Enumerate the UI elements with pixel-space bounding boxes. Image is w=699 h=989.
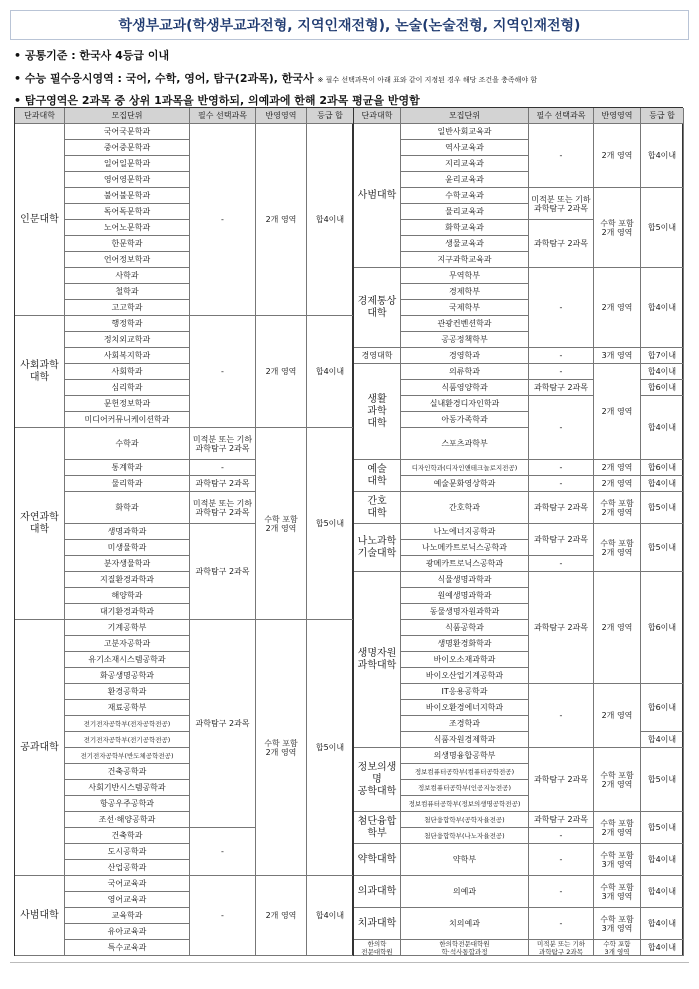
header-subject: 필수 선택과목 [529, 108, 594, 124]
humanities-unit: 독어독문학과 [65, 204, 190, 220]
grade-food: 합6이내 [641, 380, 684, 396]
grade-education: 합4이내 [307, 876, 354, 956]
college-medicine: 의과대학 [354, 876, 401, 908]
arts-unit: 예술문화영상학과 [401, 476, 529, 492]
college-dentistry: 치과대학 [354, 908, 401, 940]
college-advanced: 첨단융합 학부 [354, 812, 401, 844]
subject-humanities: - [190, 124, 256, 316]
subject-natural-rest: 과학탐구 2과목 [190, 524, 256, 620]
economics-unit: 관광컨벤션학과 [401, 316, 529, 332]
area-business: 3개 영역 [594, 348, 641, 364]
education-r-unit: 화학교육과 [401, 220, 529, 236]
engineering-unit: 전기전자공학부(전기공학전공) [65, 732, 190, 748]
college-economics: 경제통상 대학 [354, 268, 401, 348]
bio-unit: 식물생명과학과 [401, 572, 529, 588]
area-education: 2개 영역 [256, 876, 307, 956]
subject-film: - [529, 476, 594, 492]
college-pharmacy: 약학대학 [354, 844, 401, 876]
nano-unit: 광메카트로닉스공학과 [401, 556, 529, 572]
note-inquiry: • 탐구영역은 2과목 중 상위 1과목을 반영하되, 의예과에 한해 2과목 평균을 반영함 [14, 94, 420, 107]
education-r-unit: 역사교육과 [401, 140, 529, 156]
area-bio-sci: 2개 영역 [594, 572, 641, 684]
nano-unit: 나노메카트로닉스공학과 [401, 540, 529, 556]
grade-business: 합7이내 [641, 348, 684, 364]
korean-medicine-unit: 한의학전문대학원 학·석사통합과정 [401, 940, 529, 956]
college-humanities: 인문대학 [15, 124, 65, 316]
nursing-unit: 간호학과 [401, 492, 529, 524]
grade-ecology-rest: 합4이내 [641, 396, 684, 460]
grade-natural: 합5이내 [307, 428, 354, 620]
education-unit: 교육학과 [65, 908, 190, 924]
engineering-unit: 건축공학과 [65, 764, 190, 780]
area-economics: 2개 영역 [594, 268, 641, 348]
social-unit: 정치외교학과 [65, 332, 190, 348]
subject-korean-medicine: 미적분 또는 기하 과학탐구 2과목 [529, 940, 594, 956]
education-r-unit: 지구과학교육과 [401, 252, 529, 268]
engineering-unit: 유기소재시스템공학과 [65, 652, 190, 668]
subject-ecology-rest: - [529, 396, 594, 460]
subject-edu-math: 미적분 또는 기하 과학탐구 2과목 [529, 188, 594, 220]
area-natural: 수학 포함 2개 영역 [256, 428, 307, 620]
header-college: 단과대학 [15, 108, 65, 124]
economics-unit: 국제학부 [401, 300, 529, 316]
college-nursing: 간호 대학 [354, 492, 401, 524]
left-table [14, 107, 353, 956]
natural-unit: 미생물학과 [65, 540, 190, 556]
ecology-unit: 의류학과 [401, 364, 529, 380]
subject-bio-sci: 과학탐구 2과목 [529, 572, 594, 684]
area-humanities: 2개 영역 [256, 124, 307, 316]
engineering-unit: 건축학과 [65, 828, 190, 844]
arts-unit: 디자인학과(디자인앤테크놀로지전공) [401, 460, 529, 476]
grade-edu-social: 합4이내 [641, 124, 684, 188]
natural-unit: 지질환경과학과 [65, 572, 190, 588]
bio-unit: 동물생명자원과학과 [401, 604, 529, 620]
college-education: 사범대학 [15, 876, 65, 956]
college-natural: 자연과학 대학 [15, 428, 65, 620]
college-business: 경영대학 [354, 348, 401, 364]
bio-unit: IT응용공학과 [401, 684, 529, 700]
education-r-unit: 일반사회교육과 [401, 124, 529, 140]
medicine-unit: 의예과 [401, 876, 529, 908]
grade-clothing: 합4이내 [641, 364, 684, 380]
area-film: 2개 영역 [594, 476, 641, 492]
subject-info: 과학탐구 2과목 [529, 748, 594, 812]
college-arts: 예술 대학 [354, 460, 401, 492]
engineering-unit: 산업공학과 [65, 860, 190, 876]
education-r-unit: 지리교육과 [401, 156, 529, 172]
education-unit: 영어교육과 [65, 892, 190, 908]
note-common: • 공통기준 : 한국사 4등급 이내 [14, 49, 170, 62]
header-grade: 등급 합 [307, 108, 354, 124]
subject-food: 과학탐구 2과목 [529, 380, 594, 396]
grade-economics: 합4이내 [641, 268, 684, 348]
bio-unit: 식품자원경제학과 [401, 732, 529, 748]
natural-unit: 물리학과 [65, 476, 190, 492]
info-unit: 의생명융합공학부 [401, 748, 529, 764]
engineering-unit: 조선·해양공학과 [65, 812, 190, 828]
subject-economics: - [529, 268, 594, 348]
humanities-unit: 노어노문학과 [65, 220, 190, 236]
education-r-unit: 물리교육과 [401, 204, 529, 220]
subject-education: - [190, 876, 256, 956]
subject-engineering: 과학탐구 2과목 [190, 620, 256, 828]
ecology-unit: 아동가족학과 [401, 412, 529, 428]
social-unit: 문헌정보학과 [65, 396, 190, 412]
education-r-unit: 윤리교육과 [401, 172, 529, 188]
header-unit: 모집단위 [65, 108, 190, 124]
subject-physics: 과학탐구 2과목 [190, 476, 256, 492]
natural-unit: 생명과학과 [65, 524, 190, 540]
subject-chemistry: 미적분 또는 기하 과학탐구 2과목 [190, 492, 256, 524]
subject-nano: 과학탐구 2과목 [529, 524, 594, 556]
grade-edu-sci: 합5이내 [641, 188, 684, 268]
header-subject: 필수 선택과목 [190, 108, 256, 124]
area-design: 2개 영역 [594, 460, 641, 476]
area-bio-rest: 2개 영역 [594, 684, 641, 748]
subject-math: 미적분 또는 기하 과학탐구 2과목 [190, 428, 256, 460]
grade-dentistry: 합4이내 [641, 908, 684, 940]
header-unit: 모집단위 [401, 108, 529, 124]
education-unit: 유아교육과 [65, 924, 190, 940]
area-ecology: 2개 영역 [594, 364, 641, 460]
grade-engineering: 합5이내 [307, 620, 354, 876]
note-required [14, 70, 537, 86]
college-nano: 나노과학 기술대학 [354, 524, 401, 572]
engineering-unit: 환경공학과 [65, 684, 190, 700]
humanities-unit: 영어영문학과 [65, 172, 190, 188]
education-unit: 특수교육과 [65, 940, 190, 956]
info-unit: 정보컴퓨터공학부(컴퓨터공학전공) [401, 764, 529, 780]
subject-edu-social: - [529, 124, 594, 188]
engineering-unit: 기계공학부 [65, 620, 190, 636]
humanities-unit: 중어중문학과 [65, 140, 190, 156]
natural-unit: 수학과 [65, 428, 190, 460]
college-education-r: 사범대학 [354, 124, 401, 268]
subject-dentistry: - [529, 908, 594, 940]
college-korean-medicine: 한의학 전문대학원 [354, 940, 401, 956]
grade-advanced: 합5이내 [641, 812, 684, 844]
area-nano: 수학 포함 2개 영역 [594, 524, 641, 572]
humanities-unit: 사학과 [65, 268, 190, 284]
humanities-unit: 고고학과 [65, 300, 190, 316]
natural-unit: 대기환경과학과 [65, 604, 190, 620]
grade-pharmacy: 합4이내 [641, 844, 684, 876]
ecology-unit: 스포츠과학부 [401, 428, 529, 460]
college-ecology: 생활 과학 대학 [354, 364, 401, 460]
info-unit: 정보컴퓨터공학부(인공지능전공) [401, 780, 529, 796]
grade-nano: 합5이내 [641, 524, 684, 572]
subject-architecture: - [190, 828, 256, 876]
bio-unit: 바이오산업기계공학과 [401, 668, 529, 684]
grade-bio-it: 합6이내 [641, 684, 684, 732]
social-unit: 심리학과 [65, 380, 190, 396]
bottom-divider [10, 962, 689, 963]
education-r-unit: 수학교육과 [401, 188, 529, 204]
engineering-unit: 사회기반시스템공학과 [65, 780, 190, 796]
humanities-unit: 철학과 [65, 284, 190, 300]
humanities-unit: 일어일문학과 [65, 156, 190, 172]
college-bio: 생명자원 과학대학 [354, 572, 401, 748]
header-college: 단과대학 [354, 108, 401, 124]
area-info: 수학 포함 2개 영역 [594, 748, 641, 812]
economics-unit: 경제학부 [401, 284, 529, 300]
area-nursing: 수학 포함 2개 영역 [594, 492, 641, 524]
subject-bio-rest: - [529, 684, 594, 748]
natural-unit: 화학과 [65, 492, 190, 524]
subject-social: - [190, 316, 256, 428]
subject-business: - [529, 348, 594, 364]
engineering-unit: 고분자공학과 [65, 636, 190, 652]
engineering-unit: 도시공학과 [65, 844, 190, 860]
subject-statistics: - [190, 460, 256, 476]
subject-design: - [529, 460, 594, 476]
subject-adv-nano: - [529, 828, 594, 844]
natural-unit: 분자생물학과 [65, 556, 190, 572]
bio-unit: 생명환경화학과 [401, 636, 529, 652]
college-engineering: 공과대학 [15, 620, 65, 876]
social-unit: 사회복지학과 [65, 348, 190, 364]
grade-korean-medicine: 합4이내 [641, 940, 684, 956]
humanities-unit: 한문학과 [65, 236, 190, 252]
ecology-unit: 실내환경디자인학과 [401, 396, 529, 412]
grade-medicine: 합4이내 [641, 876, 684, 908]
grade-social: 합4이내 [307, 316, 354, 428]
subject-adv-eng: 과학탐구 2과목 [529, 812, 594, 828]
bio-unit: 조경학과 [401, 716, 529, 732]
area-engineering: 수학 포함 2개 영역 [256, 620, 307, 876]
area-pharmacy: 수학 포함 3개 영역 [594, 844, 641, 876]
subject-pharmacy: - [529, 844, 594, 876]
college-social: 사회과학 대학 [15, 316, 65, 428]
area-dentistry: 수학 포함 3개 영역 [594, 908, 641, 940]
info-unit: 정보컴퓨터공학부(정보의생명공학전공) [401, 796, 529, 812]
subject-nursing: 과학탐구 2과목 [529, 492, 594, 524]
social-unit: 행정학과 [65, 316, 190, 332]
header-area: 반영영역 [256, 108, 307, 124]
bio-unit: 바이오소재과학과 [401, 652, 529, 668]
right-table [353, 107, 683, 956]
grade-bio-sci: 합6이내 [641, 572, 684, 684]
area-korean-medicine: 수학 포함 3개 영역 [594, 940, 641, 956]
area-medicine: 수학 포함 3개 영역 [594, 876, 641, 908]
note-required-small: ※ 필수 선택과목이 아래 표와 같이 지정된 경우 해당 조건을 충족해야 함 [317, 76, 538, 84]
grade-design: 합6이내 [641, 460, 684, 476]
economics-unit: 공공정책학부 [401, 332, 529, 348]
area-advanced: 수학 포함 2개 영역 [594, 812, 641, 844]
dentistry-unit: 치의예과 [401, 908, 529, 940]
engineering-unit: 전기전자공학부(전자공학전공) [65, 716, 190, 732]
humanities-unit: 국어국문학과 [65, 124, 190, 140]
bio-unit: 바이오환경에너지학과 [401, 700, 529, 716]
humanities-unit: 불어불문학과 [65, 188, 190, 204]
area-edu-social: 2개 영역 [594, 124, 641, 188]
nano-unit: 나노에너지공학과 [401, 524, 529, 540]
area-edu-sci: 수학 포함 2개 영역 [594, 188, 641, 268]
advanced-unit: 첨단융합학부(나노자율전공) [401, 828, 529, 844]
grade-nursing: 합5이내 [641, 492, 684, 524]
ecology-unit: 식품영양학과 [401, 380, 529, 396]
bio-unit: 식품공학과 [401, 620, 529, 636]
subject-clothing: - [529, 364, 594, 380]
grade-film: 합4이내 [641, 476, 684, 492]
pharmacy-unit: 약학부 [401, 844, 529, 876]
engineering-unit: 재료공학부 [65, 700, 190, 716]
subject-medicine: - [529, 876, 594, 908]
advanced-unit: 첨단융합학부(공학자율전공) [401, 812, 529, 828]
engineering-unit: 화공생명공학과 [65, 668, 190, 684]
note-required-text: • 수능 필수응시영역 : 국어, 수학, 영어, 탐구(2과목), 한국사 [14, 72, 314, 85]
natural-unit: 해양학과 [65, 588, 190, 604]
page-title: 학생부교과(학생부교과전형, 지역인재전형), 논술(논술전형, 지역인재전형) [10, 10, 689, 40]
engineering-unit: 항공우주공학과 [65, 796, 190, 812]
subject-optical: - [529, 556, 594, 572]
grade-bio-econ: 합4이내 [641, 732, 684, 748]
college-info: 정보의생명 공학대학 [354, 748, 401, 812]
grade-humanities: 합4이내 [307, 124, 354, 316]
header-grade: 등급 합 [641, 108, 684, 124]
education-r-unit: 생물교육과 [401, 236, 529, 252]
social-unit: 사회학과 [65, 364, 190, 380]
engineering-unit: 전기전자공학부(반도체공학전공) [65, 748, 190, 764]
humanities-unit: 언어정보학과 [65, 252, 190, 268]
natural-unit: 통계학과 [65, 460, 190, 476]
bio-unit: 원예생명과학과 [401, 588, 529, 604]
social-unit: 미디어커뮤니케이션학과 [65, 412, 190, 428]
education-unit: 국어교육과 [65, 876, 190, 892]
economics-unit: 무역학부 [401, 268, 529, 284]
header-area: 반영영역 [594, 108, 641, 124]
area-social: 2개 영역 [256, 316, 307, 428]
grade-info: 합5이내 [641, 748, 684, 812]
business-unit: 경영학과 [401, 348, 529, 364]
subject-edu-sci: 과학탐구 2과목 [529, 220, 594, 268]
